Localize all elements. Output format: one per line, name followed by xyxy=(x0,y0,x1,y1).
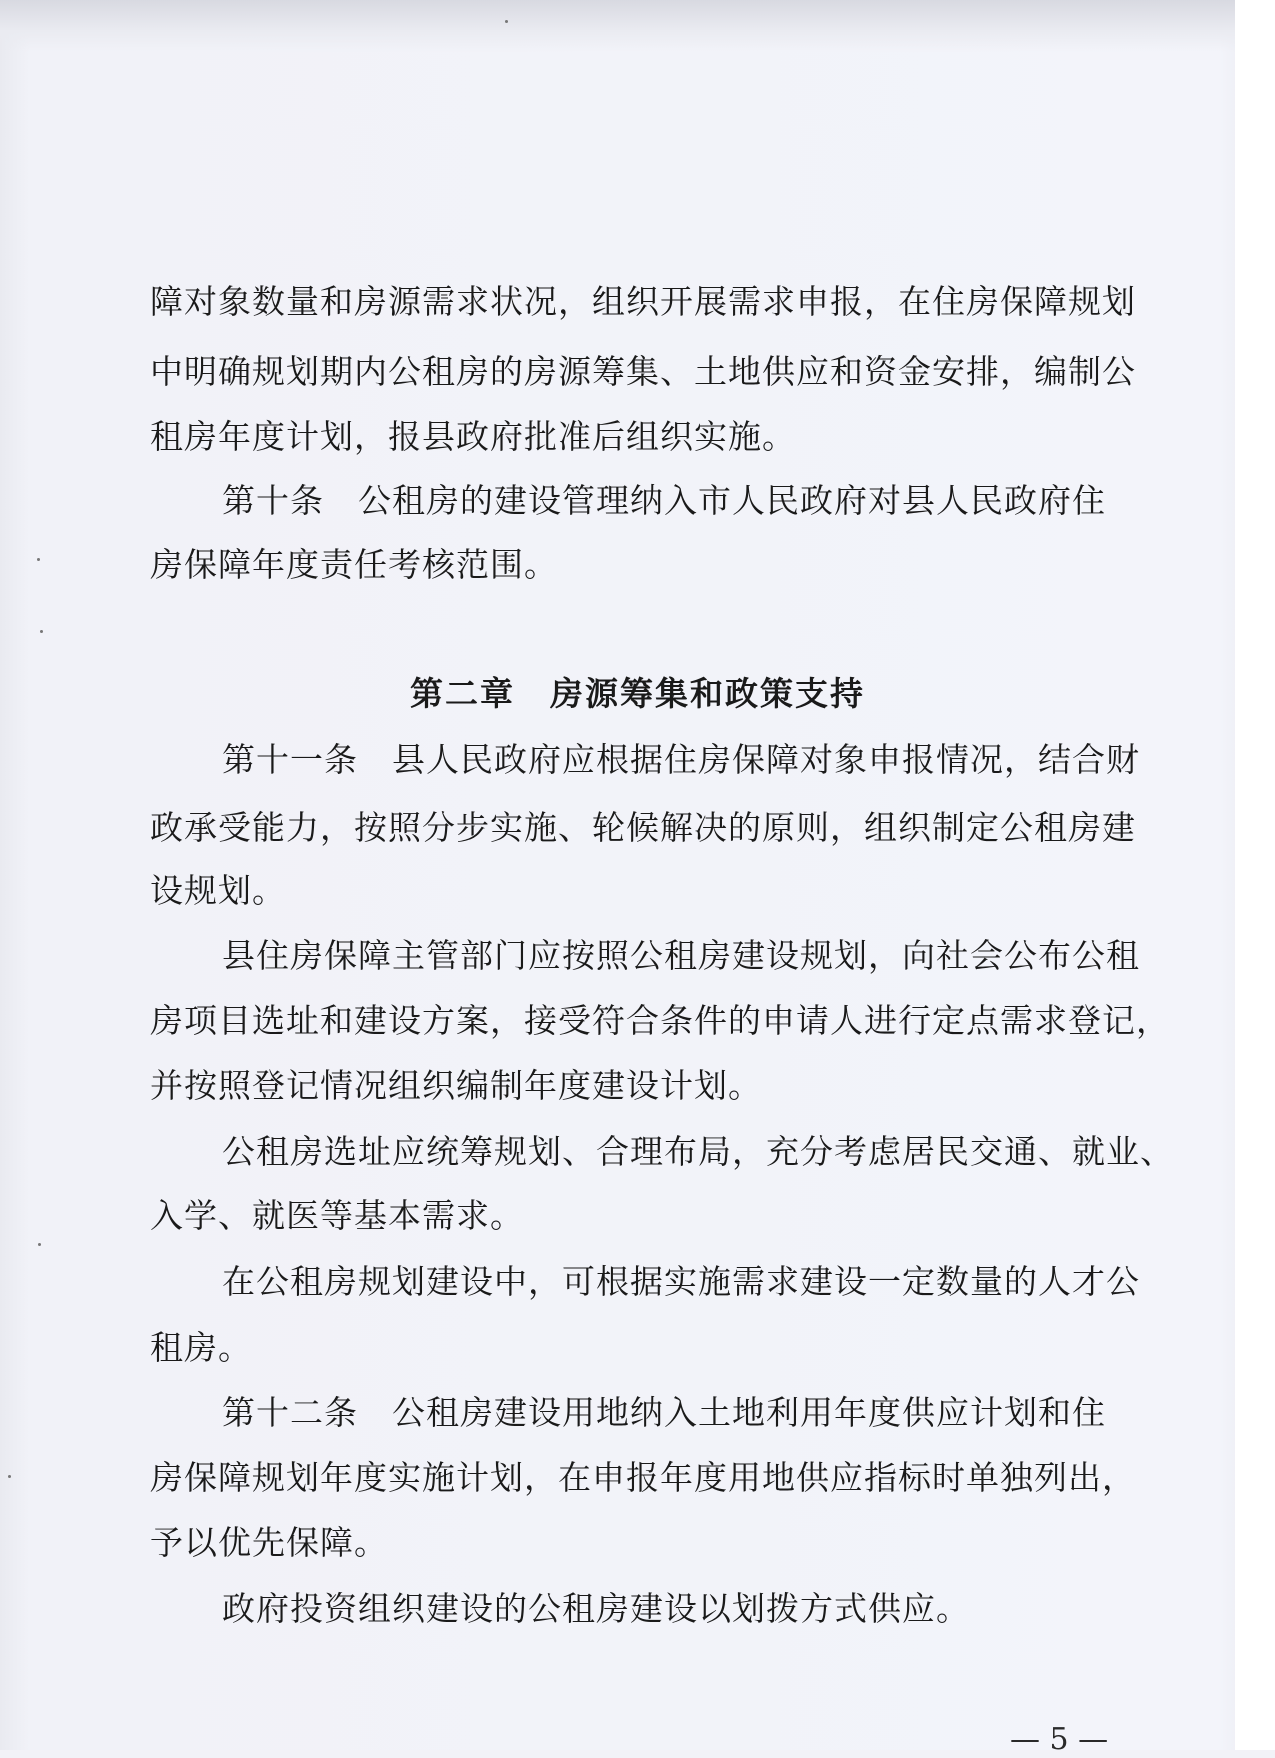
body-line: 租房年度计划，报县政府批准后组织实施。 xyxy=(150,417,796,456)
paragraph-start: 县住房保障主管部门应按照公租房建设规划，向社会公布公租 xyxy=(222,936,1140,975)
body-line: 租房。 xyxy=(150,1328,252,1367)
body-line: 政承受能力，按照分步实施、轮候解决的原则，组织制定公租房建 xyxy=(150,808,1136,847)
body-line: 并按照登记情况组织编制年度建设计划。 xyxy=(150,1066,762,1105)
body-line: 障对象数量和房源需求状况，组织开展需求申报，在住房保障规划 xyxy=(150,282,1136,321)
scan-speck xyxy=(8,1475,11,1478)
paragraph-start: 公租房选址应统筹规划、合理布局，充分考虑居民交通、就业、 xyxy=(222,1132,1174,1171)
scan-speck xyxy=(40,630,43,633)
body-line: 房项目选址和建设方案，接受符合条件的申请人进行定点需求登记， xyxy=(150,1001,1170,1040)
chapter-heading: 第二章 房源筹集和政策支持 xyxy=(410,674,865,713)
scan-speck xyxy=(37,558,40,561)
scan-speck xyxy=(38,1243,41,1246)
article-12: 第十二条 公租房建设用地纳入土地利用年度供应计划和住 xyxy=(222,1393,1106,1432)
article-10: 第十条 公租房的建设管理纳入市人民政府对县人民政府住 xyxy=(222,481,1106,520)
body-line: 中明确规划期内公租房的房源筹集、土地供应和资金安排，编制公 xyxy=(150,352,1136,391)
body-line: 予以优先保障。 xyxy=(150,1523,388,1562)
article-11: 第十一条 县人民政府应根据住房保障对象申报情况，结合财 xyxy=(222,740,1140,779)
body-line: 房保障年度责任考核范围。 xyxy=(150,545,558,584)
body-line: 入学、就医等基本需求。 xyxy=(150,1196,524,1235)
body-line: 设规划。 xyxy=(150,871,286,910)
body-line: 房保障规划年度实施计划，在申报年度用地供应指标时单独列出， xyxy=(150,1458,1136,1497)
page-number: — 5 — xyxy=(1010,1722,1109,1757)
scan-top-edge xyxy=(0,0,1275,52)
scan-speck xyxy=(505,20,508,23)
paragraph-start: 政府投资组织建设的公租房建设以划拨方式供应。 xyxy=(222,1589,970,1628)
paragraph-start: 在公租房规划建设中，可根据实施需求建设一定数量的人才公 xyxy=(222,1262,1140,1301)
scan-right-edge xyxy=(1235,0,1275,1750)
